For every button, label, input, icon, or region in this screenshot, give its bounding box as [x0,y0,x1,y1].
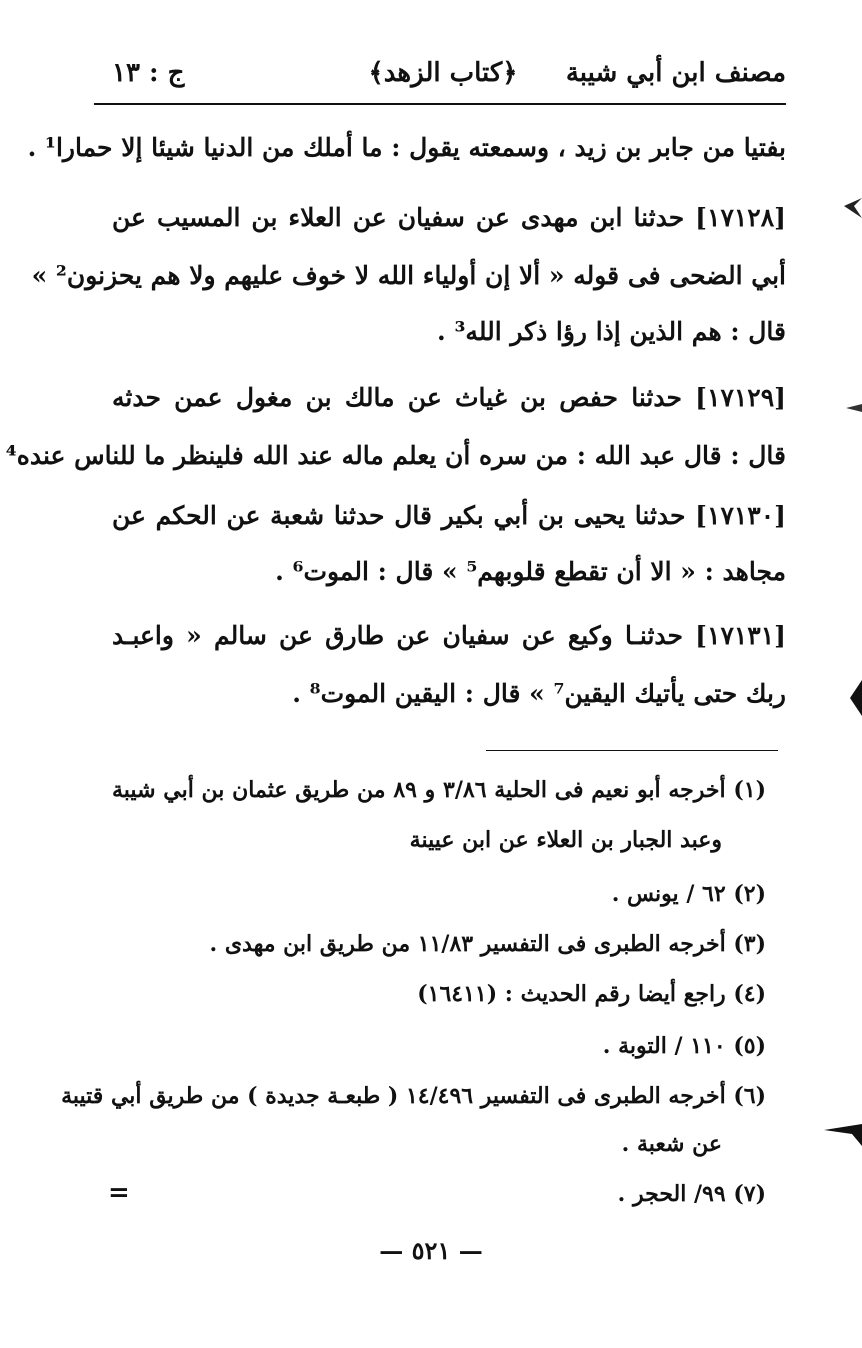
hadith-17129-line: [١٧١٢٩] حدثنا حفص بن غياث عن مالك بن مغول عمن حدثه [112,383,786,412]
footnote-5: (٥) ١١٠ / التوبة . [602,1033,766,1059]
text-line: قال : قال عبد الله : من سره أن يعلم ماله عند الله فلينظر ما للناس عنده⁴ [5,441,786,470]
footnote-1: (١) أخرجه أبو نعيم فى الحلية ٣/٨٦ و ٨٩ من طريق عثمان بن أبي شيبة [112,777,766,803]
footnote-7: (٧) ٩٩/ الحجر . [617,1181,766,1207]
header-divider [94,103,786,105]
footnote-1-continued: وعبد الجبار بن العلاء عن ابن عيينة [409,827,722,853]
margin-speck [822,1118,862,1148]
margin-speck [836,680,862,716]
margin-speck [842,400,862,416]
text-line: ربك حتى يأتيك اليقين⁷ » قال : اليقين الموت⁸ . [292,679,786,708]
footnote-6: (٦) أخرجه الطبرى فى التفسير ١٤/٤٩٦ ( طبعـة جديدة ) من طريق أبي قتيبة [61,1083,766,1109]
page-header [100,52,786,98]
continuation-mark: = [108,1178,130,1208]
footnote-6-continued: عن شعبة . [621,1131,722,1157]
volume-number: ج : ١٣ [112,58,185,88]
margin-speck [836,196,862,220]
text-line: بفتيا من جابر بن زيد ، وسمعته يقول : ما أملك من الدنيا شيئا إلا حمارا¹ . [27,133,786,162]
text-line: قال : هم الذين إذا رؤا ذكر الله³ . [437,317,786,346]
footnote-divider [486,750,778,751]
section-title: ﴿كتاب الزهد﴾ [368,58,518,88]
book-title: مصنف ابن أبي شيبة [565,58,786,88]
text-line: مجاهد : « الا أن تقطع قلوبهم⁵ » قال : الموت⁶ . [275,557,786,586]
hadith-17131-line: [١٧١٣١] حدثنـا وكيع عن سفيان عن طارق عن سالم « واعبـد [112,621,786,650]
hadith-17128-line: [١٧١٢٨] حدثنا ابن مهدى عن سفيان عن العلاء بن المسيب عن [112,203,786,232]
hadith-17130-line: [١٧١٣٠] حدثنا يحيى بن أبي بكير قال حدثنا شعبة عن الحكم عن [112,501,786,530]
text-line: أبي الضحى فى قوله « ألا إن أولياء الله لا خوف عليهم ولا هم يحزنون² » [31,261,786,290]
footnote-4: (٤) راجع أيضا رقم الحديث : (١٦٤١١) [417,981,766,1007]
page-number: — ٥٢١ — [379,1236,483,1265]
footnote-3: (٣) أخرجه الطبرى فى التفسير ١١/٨٣ من طريق ابن مهدى . [209,931,766,957]
footnote-2: (٢) ٦٢ / يونس . [611,881,766,907]
